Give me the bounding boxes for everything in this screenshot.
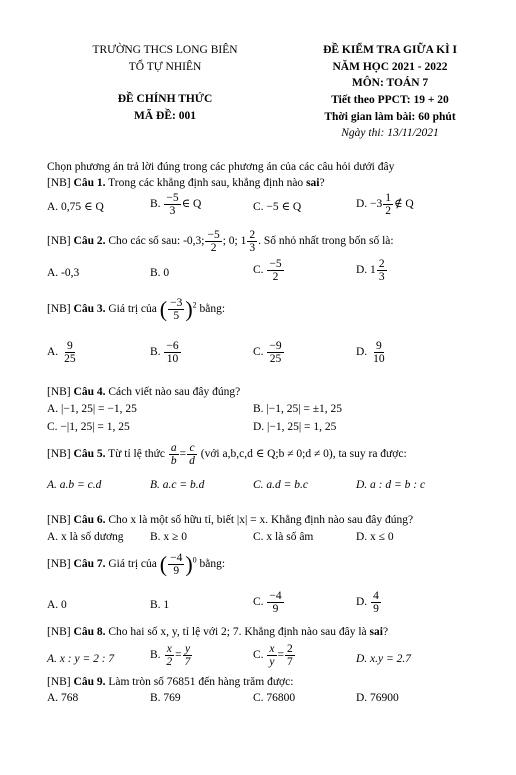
duration: Thời gian làm bài: 60 phút (324, 111, 456, 123)
q2-option-c: C. $\frac{-5}{2}$ (253, 258, 282, 284)
q3-option-d: D. $\frac{9}{10}$ (356, 340, 385, 366)
q1-option-c: C. −5 ∈ Q (253, 201, 302, 213)
q5-option-d: D. a : d = b : c (356, 479, 426, 491)
q4-option-d: D. |−1, 25| = 1, 25 (253, 421, 337, 433)
question-6: [NB] Câu 6. Cho x là một số hữu tỉ, biết |x| = x. Khẳng định nào sau đây đúng? (47, 514, 414, 526)
q8-option-a: A. x : y = 2 : 7 (47, 653, 115, 665)
question-3: [NB] Câu 3. Giá trị của ( $\frac{-3}{5}$ )$^2$ bằng: (47, 296, 226, 323)
q5-option-c: C. a.d = b.c (253, 479, 309, 491)
q2-option-d: D. 1 $\frac{2}{3}$ (356, 258, 385, 284)
school-name: TRƯỜNG THCS LONG BIÊN (92, 44, 238, 56)
question-8: [NB] Câu 8. Cho hai số x, y, tỉ lệ với 2; 7. Khẳng định nào sau đây là sai? (47, 626, 389, 638)
question-4: [NB] Câu 4. Cách viết nào sau đây đúng? (47, 386, 241, 398)
q1-option-d: D. −3 $\frac{1}{2}$ ∉ Q (356, 192, 414, 218)
q9-option-b: B. 769 (150, 692, 181, 704)
q7-option-c: C. $\frac{-4}{9}$ (253, 590, 282, 616)
q3-option-b: B. $\frac{-6}{10}$ (150, 340, 179, 366)
q6-option-b: B. x ≥ 0 (150, 531, 187, 543)
q8-option-d: D. x.y = 2.7 (356, 653, 412, 665)
q6-option-a: A. x là số dương (47, 531, 124, 543)
exam-date: Ngày thi: 13/11/2021 (341, 127, 439, 139)
q5-option-b: B. a.c = b.d (150, 479, 205, 491)
q4-option-b: B. |−1, 25| = ±1, 25 (253, 403, 343, 415)
department-name: TỔ TỰ NHIÊN (128, 61, 202, 73)
q5-option-a: A. a.b = c.d (47, 479, 102, 491)
q2-option-b: B. 0 (150, 267, 170, 279)
question-1: [NB] Câu 1. Trong các khẳng định sau, khẳng định nào sai? (47, 177, 325, 189)
q7-option-b: B. 1 (150, 599, 170, 611)
q7-option-d: D. $\frac{4}{9}$ (356, 590, 379, 616)
q9-option-a: A. 768 (47, 692, 79, 704)
q9-option-c: C. 76800 (253, 692, 296, 704)
q3-option-a: A. $\frac{9}{25}$ (47, 340, 76, 366)
q6-option-d: D. x ≤ 0 (356, 531, 394, 543)
q8-option-c: C. $\frac{x}{y}$ = $\frac{2}{7}$ (253, 643, 293, 669)
q4-option-a: A. |−1, 25| = −1, 25 (47, 403, 137, 415)
q8-option-b: B. $\frac{x}{2}$ = $\frac{y}{7}$ (150, 643, 191, 669)
subject: MÔN: TOÁN 7 (351, 77, 429, 89)
q4-option-c: C. −|1, 25| = 1, 25 (47, 421, 130, 433)
exam-code: MÃ ĐỀ: 001 (134, 110, 196, 122)
exam-title: ĐỀ KIỂM TRA GIỮA KÌ I (323, 44, 457, 56)
question-7: [NB] Câu 7. Giá trị của ( $\frac{-4}{9}$ )$^0$ bằng: (47, 551, 226, 578)
question-5: [NB] Câu 5. Từ tỉ lệ thức $\frac{a}{b}$ = $\frac{c}{d}$ (với a,b,c,d ∈ Q;b ≠ 0;d ≠ 0), ta suy ra được: (47, 442, 407, 468)
periods: Tiết theo PPCT: 19 + 20 (331, 94, 449, 106)
instruction: Chọn phương án trả lời đúng trong các phương án của các câu hỏi dưới đây (47, 161, 395, 173)
q6-option-c: C. x là số âm (253, 531, 314, 543)
question-2: [NB] Câu 2. Cho các số sau: -0,3; $\frac{-5}{2}$ ; 0; 1 $\frac{2}{3}$ . Số nhỏ nhất trong bốn số là: (47, 229, 394, 255)
school-year: NĂM HỌC 2021 - 2022 (332, 61, 448, 73)
q9-option-d: D. 76900 (356, 692, 399, 704)
q2-option-a: A. -0,3 (47, 267, 80, 279)
official-label: ĐỀ CHÍNH THỨC (117, 93, 213, 105)
question-9: [NB] Câu 9. Làm tròn số 76851 đến hàng trăm được: (47, 676, 294, 688)
q7-option-a: A. 0 (47, 599, 67, 611)
q3-option-c: C. $\frac{-9}{25}$ (253, 340, 282, 366)
q1-option-b: B. $\frac{-5}{3}$ ∈ Q (150, 192, 202, 218)
q1-option-a: A. 0,75 ∈ Q (47, 201, 104, 213)
